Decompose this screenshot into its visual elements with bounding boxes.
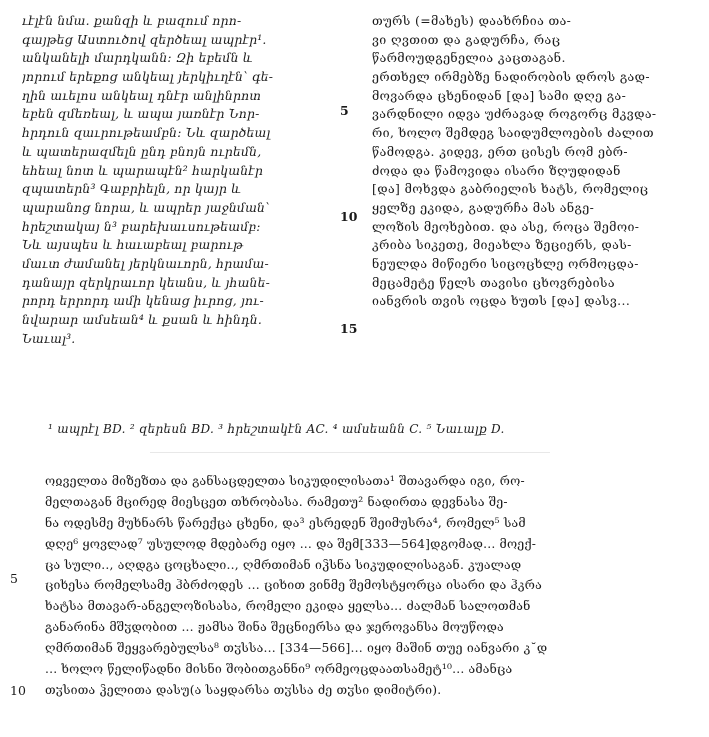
georgian-line: ნეულდა მიწიერი სიცოცხლე ორმოცდა- xyxy=(372,255,639,271)
armenian-line: հրեշտակայ ն³ բարեխաւսութեամբ: xyxy=(22,218,261,234)
old-georgian-line: ოჲველთა მიზეზთა და განსაცდელთა სიკუდილისათა¹ შთავარდა იგი, რო- xyxy=(45,474,525,488)
georgian-line: წამოდგა. კიდევ, ერთ ცისეს რომ ებრ- xyxy=(372,143,628,159)
georgian-text-column xyxy=(372,12,697,311)
armenian-line: դանայր զերկրաւոր կեանս, և յհանե- xyxy=(22,274,270,290)
georgian-line: ყელზე ეკიდა, გადურჩა მას ანგე- xyxy=(372,199,595,215)
armenian-line: եհեալ նոտ և պարապէն² հարկանէր xyxy=(22,162,264,178)
armenian-line: մաւտ ժամանել յերկնաւորն, հրամա- xyxy=(22,255,269,271)
old-georgian-line: განარინა მშჳდობით ... ჟამსა შინა შეცნიერსა და ჯეროვანსა მოუწოდა xyxy=(45,620,504,635)
footnotes: ¹ ապրէլ BD. ² զերեսն BD. ³ հրեշտակէն AC. ⁴ ամսեանն C. ⁵ Նաւալք D. xyxy=(48,422,505,436)
armenian-line: անկանելի մարդկանն: Զի եբեմն և xyxy=(22,50,253,66)
line-number: 5 xyxy=(10,571,18,586)
old-georgian-line: დღე⁶ ყოვლად⁷ უსულოდ მდებარე იყო ... და შემ[333—564]დგომად... მოექ- xyxy=(45,536,537,551)
armenian-line: Նև այսպես և հաւաբեալ բարութ xyxy=(22,237,244,253)
armenian-line: հրդուն զաւրութեամբն: Նև զարծեալ xyxy=(22,125,271,141)
georgian-line: იანვრის თვის ოცდა ხუთს [და] დასვ... xyxy=(372,293,631,309)
georgian-line: ერთხელ ირმებზე ნადირობის დროს გად- xyxy=(372,69,650,85)
old-georgian-text-block xyxy=(45,471,690,701)
armenian-line: յորում երեքոց անկեալ յերկիւղէն՝ գե- xyxy=(22,69,274,85)
line-number: 15 xyxy=(340,321,358,336)
georgian-line: კრიბა სიკეთე, მიეახლა ზეციერს, დას- xyxy=(372,237,632,253)
line-number: 10 xyxy=(10,683,26,698)
georgian-line: ძოდა და წამოვიდა ისარი ზღუდიდან xyxy=(372,162,621,178)
old-georgian-line: ხატსა მთავარ-ანგელოზისასა, რომელი ეკიდა ყელსა... ძალმან სალოთმან xyxy=(45,599,531,614)
old-georgian-line: ცა სული.., აღდგა ცოცხალი.., ღმრთიმან იჴსნა სიკუდილისაგან. კუალად xyxy=(45,557,522,572)
georgian-line: თურს (=მახეს) დაახრჩია თა- xyxy=(372,13,572,28)
georgian-line: ვარდნილი იდვა უძრავად როგორც მკვდა- xyxy=(372,106,657,122)
armenian-line: պարանոց նորա, և ապրեր յաջնման՝ xyxy=(22,199,270,215)
section-divider xyxy=(150,452,550,453)
old-georgian-line: ციხესა რომელსამე ჰბრძოდეს ... ციხით ვინმე შემოსტყორცა ისარი და ჰკრა xyxy=(45,578,542,593)
armenian-line: ղին աւելոս անկեալ դնէր անլինրոտ xyxy=(22,87,262,103)
armenian-line: Նաւալ³. xyxy=(22,330,76,346)
armenian-line: և պատերազմելն ընդ բնոյն ուրեմն, xyxy=(22,143,262,159)
old-georgian-line: მელთაგან მცირედ მიესცეთ თხრობასა. რამეთუ² ნადირთა დევნასა შე- xyxy=(45,494,508,509)
armenian-text-column xyxy=(22,12,352,348)
old-georgian-line: ... ხოლო წელიწადნი მისნი შობითგანნი⁹ ორმეოცდაათსამეტ¹⁰... ამანცა xyxy=(45,662,513,677)
old-georgian-line: თჳსითა ჴელითა დასუ(ა საყდარსა თჳსსა ძე თჳსი დიმიტრი). xyxy=(45,682,442,697)
armenian-line: նվարար ամսեան⁴ և քսան և հինդն. xyxy=(22,312,263,327)
old-georgian-line: ნა ოდესმე მუხნარს წარექცა ცხენი, და³ ესრედენ შეიმუსრა⁴, რომელ⁵ სამ xyxy=(45,515,526,530)
georgian-line: მოვარდა ცხენიდან [და] სამი დღე გა- xyxy=(372,87,627,103)
georgian-line: ლოზის მეოხებით. და ასე, როცა შემოი- xyxy=(372,218,640,234)
georgian-line: [და] მოხვდა გაბრიელის ხატს, რომელიც xyxy=(372,181,649,197)
armenian-line: րորդ երրորդ ամի կենաց իւրոց, յու- xyxy=(22,293,264,309)
armenian-line: զպատերն³ Գաբրիելն, որ կայր և xyxy=(22,181,242,197)
armenian-line: ւէլէն նմա. քանզի և բազում որո- xyxy=(22,13,242,28)
georgian-line: მეცამეტე წელს თავისი ცხოვრებისა xyxy=(372,274,615,290)
armenian-line: գայթեց Աստուծով զերծեալ ապրէր¹. xyxy=(22,31,267,47)
line-number: 5 xyxy=(340,103,349,118)
armenian-line: եբեն զմեռեալ, և ապա յառնէր Նոր- xyxy=(22,106,260,122)
georgian-line: რი, ხოლო შემდეგ საიდუმლოების ძალით xyxy=(372,125,654,141)
georgian-line: ვი ღვთით და გადურჩა, რაც xyxy=(372,31,561,47)
line-number: 10 xyxy=(340,209,358,224)
georgian-line: წარმოუდგენელია კაცთაგან. xyxy=(372,50,566,66)
old-georgian-line: ღმრთიმან შეყვარებულსა⁸ თჳსსა... [334—566]... იყო მაშინ თუე იანვარი კ˘დ xyxy=(45,641,548,656)
